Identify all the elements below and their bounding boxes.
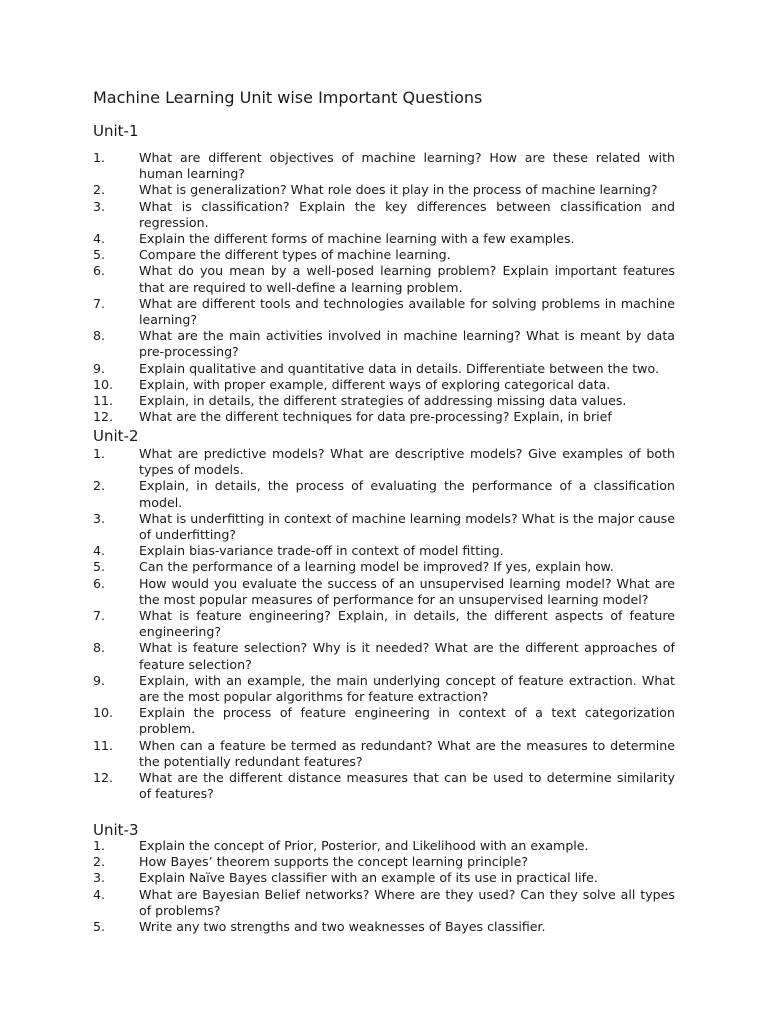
question-number: 10. (93, 705, 114, 721)
question-number: 5. (93, 919, 106, 935)
question-number: 1. (93, 446, 106, 461)
question-number: 2. (93, 854, 106, 870)
question-item (93, 770, 675, 802)
question-item (93, 150, 675, 182)
document-title: Machine Learning Unit wise Important Questions (93, 88, 483, 107)
question-text: What are the different techniques for data pre-processing? Explain, in brief (139, 409, 612, 425)
unit-1-heading: Unit-1 (93, 122, 139, 140)
question-text: What is feature selection? Why is it needed? What are the different approaches of feature selection? (139, 640, 675, 672)
question-number: 7. (93, 295, 106, 311)
question-item (93, 738, 675, 770)
question-text: How would you evaluate the success of an unsupervised learning model? What are the most popular measures of performance for an unsupervised learning model? (139, 575, 675, 607)
question-text: When can a feature be termed as redundant? What are the measures to determine the potentially redundant features? (139, 737, 675, 769)
question-text: What are the different distance measures that can be used to determine similarity of features? (139, 770, 675, 802)
question-text: What is classification? Explain the key differences between classification and regression. (139, 198, 675, 230)
question-item (93, 247, 675, 263)
question-text: Write any two strengths and two weaknesses of Bayes classifier. (139, 919, 546, 935)
question-number: 2. (93, 478, 106, 494)
question-text: Compare the different types of machine learning. (139, 247, 451, 263)
question-number: 6. (93, 575, 106, 591)
question-number: 2. (93, 182, 106, 198)
unit-3-heading: Unit-3 (93, 821, 139, 839)
question-text: What do you mean by a well-posed learning problem? Explain important features that are required to well-define a learning problem. (139, 263, 675, 295)
question-number: 8. (93, 328, 106, 344)
question-number: 10. (93, 376, 114, 392)
question-text: What are the main activities involved in machine learning? What is meant by data pre-processing? (139, 328, 675, 360)
question-text: Can the performance of a learning model be improved? If yes, explain how. (139, 559, 614, 575)
question-item (93, 640, 675, 672)
question-text: What are predictive models? What are descriptive models? Give examples of both types of models. (139, 446, 675, 478)
question-number: 11. (93, 393, 114, 409)
question-text: Explain, in details, the process of evaluating the performance of a classification model. (139, 478, 675, 510)
question-text: Explain qualitative and quantitative data in details. Differentiate between the two. (139, 360, 659, 376)
question-number: 5. (93, 247, 106, 263)
question-item (93, 854, 675, 870)
question-item (93, 393, 675, 409)
unit-2-question-list (93, 446, 675, 802)
question-text: What is generalization? What role does it play in the process of machine learning? (139, 182, 658, 198)
question-text: What are different objectives of machine learning? How are these related with human learning? (139, 150, 675, 182)
question-item (93, 263, 675, 295)
question-item (93, 543, 675, 559)
question-item (93, 559, 675, 575)
question-item (93, 199, 675, 231)
question-number: 6. (93, 263, 106, 279)
question-item (93, 870, 675, 886)
question-text: What are Bayesian Belief networks? Where are they used? Can they solve all types of problems? (139, 886, 675, 918)
unit-2-heading: Unit-2 (93, 427, 139, 445)
question-item (93, 296, 675, 328)
question-item (93, 231, 675, 247)
question-item (93, 409, 675, 425)
question-item (93, 511, 675, 543)
question-text: What are different tools and technologies available for solving problems in machine learning? (139, 295, 675, 328)
question-text: Explain, with proper example, different ways of exploring categorical data. (139, 376, 611, 392)
question-number: 9. (93, 360, 106, 376)
question-text: Explain bias-variance trade-off in context of model fitting. (139, 543, 504, 559)
question-item (93, 377, 675, 393)
question-text: Explain the different forms of machine learning with a few examples. (139, 231, 575, 247)
question-text: Explain Naïve Bayes classifier with an example of its use in practical life. (139, 870, 598, 886)
question-text: What is underfitting in context of machine learning models? What is the major cause of underfitting? (139, 510, 675, 543)
question-item (93, 182, 675, 198)
question-text: Explain the concept of Prior, Posterior, and Likelihood with an example. (139, 838, 589, 853)
question-text: How Bayes’ theorem supports the concept learning principle? (139, 854, 529, 870)
unit-1-question-list (93, 150, 675, 425)
question-number: 3. (93, 510, 106, 526)
question-number: 4. (93, 543, 106, 559)
question-item (93, 705, 675, 737)
question-item (93, 478, 675, 510)
question-number: 5. (93, 559, 106, 575)
question-item (93, 576, 675, 608)
question-number: 7. (93, 608, 106, 624)
question-item (93, 673, 675, 705)
question-text: What is feature engineering? Explain, in details, the different aspects of feature engineering? (139, 608, 675, 640)
question-text: Explain, in details, the different strategies of addressing missing data values. (139, 393, 627, 409)
question-item (93, 361, 675, 377)
question-number: 3. (93, 870, 106, 886)
question-number: 1. (93, 838, 106, 853)
question-number: 12. (93, 409, 114, 425)
question-number: 4. (93, 886, 106, 902)
question-number: 4. (93, 231, 106, 247)
question-item (93, 838, 675, 854)
question-text: Explain, with an example, the main underlying concept of feature extraction. What are the most popular algorithms for feature extraction? (139, 672, 675, 705)
question-item (93, 446, 675, 478)
question-item (93, 608, 675, 640)
question-number: 12. (93, 770, 114, 786)
question-number: 8. (93, 640, 106, 656)
question-item (93, 919, 675, 935)
question-item (93, 328, 675, 360)
question-item (93, 887, 675, 919)
question-number: 11. (93, 737, 114, 753)
question-text: Explain the process of feature engineering in context of a text categorization problem. (139, 705, 675, 737)
question-number: 3. (93, 198, 106, 214)
question-number: 1. (93, 150, 106, 165)
question-number: 9. (93, 672, 106, 688)
unit-3-question-list (93, 838, 675, 935)
